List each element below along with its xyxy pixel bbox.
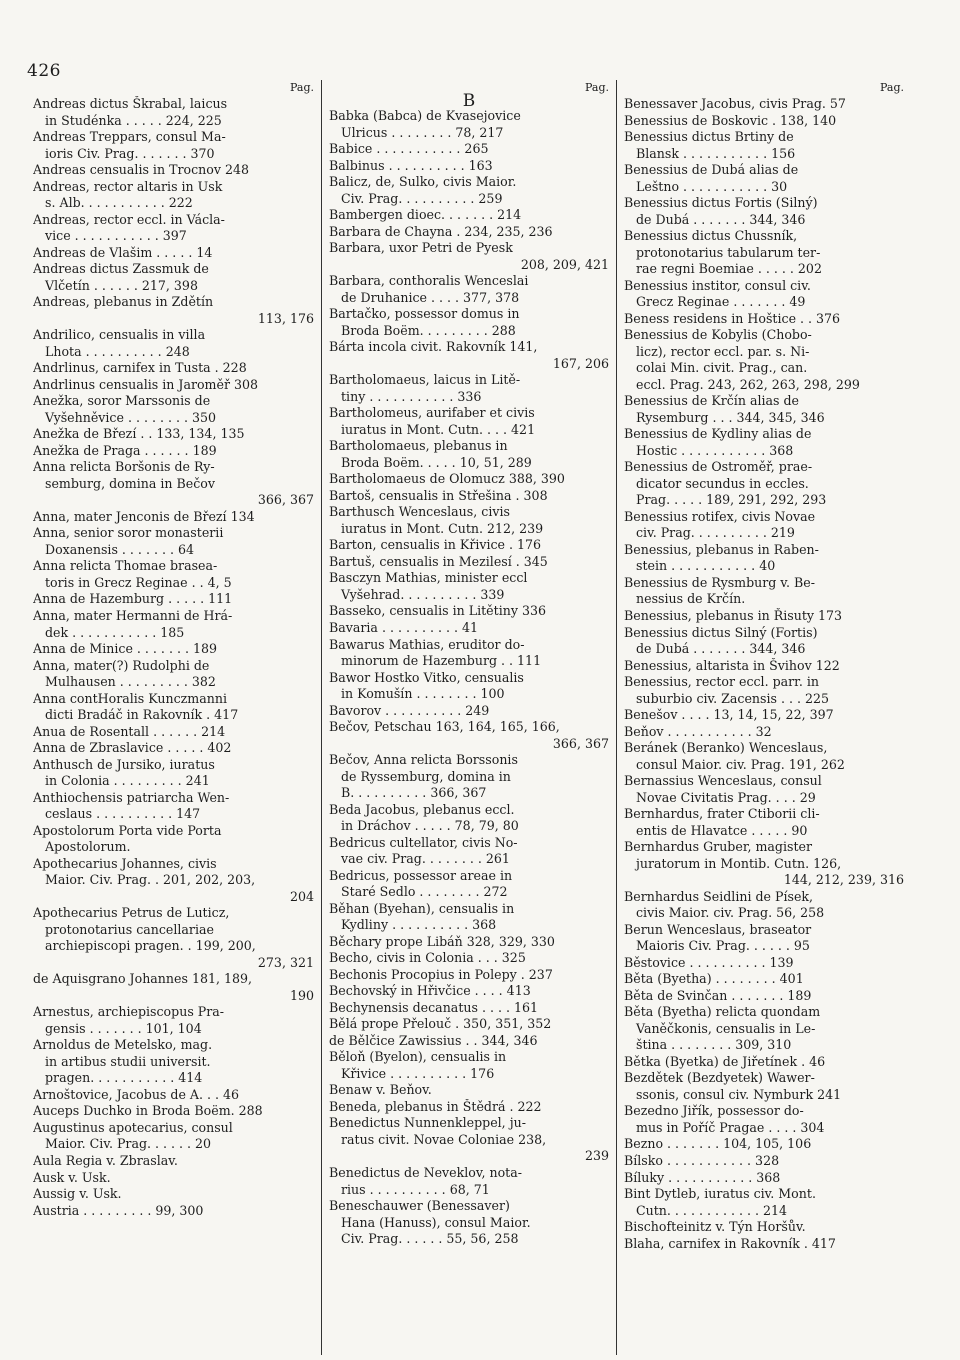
index-entry-line: Bíluky . . . . . . . . . . . 368 <box>624 1169 781 1185</box>
index-entry-line: Berun Wenceslaus, braseator <box>624 921 812 937</box>
index-entry-line: tiny . . . . . . . . . . . 336 <box>341 388 482 404</box>
index-entry-line: de Ryssemburg, domina in <box>341 768 511 784</box>
index-entry-line: Apothecarius Petrus de Luticz, <box>33 905 230 921</box>
index-entry-line: 239 <box>584 1148 609 1164</box>
index-entry-line: Bawarus Mathias, eruditor do- <box>329 636 525 652</box>
index-entry-line: suburbio civ. Zacensis . . . 225 <box>636 690 830 706</box>
index-entry-line: 273, 321 <box>257 954 314 970</box>
index-entry-line: Benessius, altarista in Švihov 122 <box>624 657 840 673</box>
index-entry-line: Bernhardus, frater Ctiborii cli- <box>624 806 820 822</box>
index-entry-line: B. . . . . . . . . . 366, 367 <box>341 785 487 801</box>
index-entry-line: Rysemburg . . . 344, 345, 346 <box>636 409 825 425</box>
index-entry-line: iuratus in Mont. Cutn. . . . 421 <box>341 421 536 437</box>
index-entry-line: Blaha, carnifex in Rakovník . 417 <box>624 1235 836 1251</box>
index-entry-line: Beda Jacobus, plebanus eccl. <box>329 801 515 817</box>
index-entry-line: 366, 367 <box>257 492 314 508</box>
index-entry-line: Bawor Hostko Vitko, censualis <box>329 669 524 685</box>
index-entry-line: archiepiscopi pragen. . 199, 200, <box>45 938 256 954</box>
index-entry-line: Bernhardus Gruber, magister <box>624 839 813 855</box>
index-entry-line: Benedictus Nunnenkleppel, ju- <box>329 1115 526 1131</box>
index-entry-line: Bárta incola civit. Rakovník 141, <box>329 339 538 355</box>
index-entry-line: Anna relicta Boršonis de Ry- <box>33 459 215 475</box>
index-entry-line: Arnoštovice, Jacobus de A. . . 46 <box>33 1086 240 1102</box>
index-entry-line: vae civ. Prag. . . . . . . . 261 <box>341 851 510 867</box>
index-entry-line: Maior. Civ. Prag. . . . . . 20 <box>45 1136 212 1152</box>
index-entry-line: Aula Regia v. Zbraslav. <box>33 1153 178 1168</box>
index-entry-line: Benedictus de Neveklov, nota- <box>329 1165 522 1180</box>
index-entry-line: Benessius de Rysmburg v. Be- <box>624 574 815 590</box>
index-entry-line: Arnestus, archiepiscopus Pra- <box>33 1004 225 1020</box>
index-entry-line: Auceps Duchko in Broda Boëm. 288 <box>33 1103 263 1119</box>
index-entry-line: Broda Boëm. . . . . . . . . 288 <box>341 322 516 338</box>
index-entry-line: toris in Grecz Reginae . . 4, 5 <box>45 574 232 590</box>
index-entry-line: Bedricus cultellator, civis No- <box>329 834 518 850</box>
index-entry-line: in Studénka . . . . . 224, 225 <box>45 112 222 128</box>
index-entry-line: entis de Hlavatce . . . . . 90 <box>636 822 808 838</box>
index-entry-line: in Colonia . . . . . . . . . 241 <box>45 773 210 789</box>
index-entry-line: Anua de Rosentall . . . . . . 214 <box>33 723 226 739</box>
index-entry-line: vice . . . . . . . . . . . 397 <box>45 228 187 244</box>
index-entry-line: Maioris Civ. Prag. . . . . . 95 <box>636 938 810 954</box>
index-entry-line: 204 <box>289 888 314 904</box>
index-entry-line: Leštno . . . . . . . . . . . 30 <box>636 178 788 194</box>
index-entry-line: Beránek (Beranko) Wenceslaus, <box>624 740 828 756</box>
index-entry-line: Benessius de Krčín alias de <box>624 393 799 409</box>
index-entry-line: Andrlinus, carnifex in Tusta . 228 <box>33 360 247 376</box>
index-entry-line: Benessius institor, consul civ. <box>624 277 811 293</box>
index-entry-line: Benessius rotifex, civis Novae <box>624 508 816 524</box>
index-entry-line: Anna relicta Thomae brasea- <box>33 558 218 574</box>
index-entry-line: Basseko, censualis in Litětiny 336 <box>329 603 546 619</box>
index-entry-line: Hostic . . . . . . . . . . . 368 <box>636 442 794 458</box>
index-entry-line: Bílsko . . . . . . . . . . . 328 <box>624 1153 780 1168</box>
index-entry-line: Doxanensis . . . . . . . 64 <box>45 541 194 557</box>
index-entry-line: ssonis, consul civ. Nymburk 241 <box>636 1086 842 1102</box>
index-entry-line: dicti Bradáč in Rakovník . 417 <box>45 707 239 723</box>
index-entry-line: in artibus studii universit. <box>45 1053 211 1069</box>
index-entry-line: de Dubá . . . . . . . 344, 346 <box>636 211 806 227</box>
index-entry-line: iuratus in Mont. Cutn. 212, 239 <box>341 520 544 536</box>
pag-header: Pag. <box>879 81 904 94</box>
index-entry-line: Andreas dictus Zassmuk de <box>33 261 209 277</box>
index-entry-line: Benešov . . . . 13, 14, 15, 22, 397 <box>624 707 834 723</box>
index-entry-line: 113, 176 <box>257 310 314 326</box>
index-entry-line: rae regni Boemiae . . . . . 202 <box>636 261 822 277</box>
index-entry-line: Běta (Byetha) . . . . . . . . 401 <box>624 971 804 987</box>
index-entry-line: Grecz Reginae . . . . . . . 49 <box>636 294 806 310</box>
index-entry-line: Vyšehněvice . . . . . . . . 350 <box>45 409 217 425</box>
index-entry-line: gensis . . . . . . . 101, 104 <box>45 1020 202 1036</box>
index-entry-line: 144, 212, 239, 316 <box>783 872 904 888</box>
index-entry-line: colai Min. civit. Prag., can. <box>636 360 808 376</box>
index-entry-line: in Dráchov . . . . . 78, 79, 80 <box>341 818 519 834</box>
index-entry-line: Mulhausen . . . . . . . . . 382 <box>45 674 216 690</box>
index-entry-line: Benessaver Jacobus, civis Prag. 57 <box>624 96 846 111</box>
index-entry-line: Bětka (Byetka) de Jiřetínek . 46 <box>624 1053 826 1069</box>
index-entry-line: Anthiochensis patriarcha Wen- <box>33 789 230 805</box>
index-entry-line: Maior. Civ. Prag. . 201, 202, 203, <box>45 872 256 888</box>
index-entry-line: de Druhanice . . . . 377, 378 <box>341 289 520 305</box>
index-entry-line: Bartholomaeus de Olomucz 388, 390 <box>329 471 565 487</box>
index-entry-line: mus in Poříč Pragae . . . . 304 <box>636 1119 825 1135</box>
index-entry-line: Bartholomaeus, plebanus in <box>329 438 508 454</box>
pag-header: Pag. <box>289 81 314 94</box>
index-entry-line: Benaw v. Beňov. <box>329 1082 432 1098</box>
index-entry-line: Arnoldus de Metelsko, mag. <box>33 1037 213 1053</box>
index-entry-line: Aussig v. Usk. <box>33 1186 122 1202</box>
index-entry-line: de Dubá . . . . . . . 344, 346 <box>636 641 806 657</box>
index-entry-line: Vaněčkonis, censualis in Le- <box>636 1020 816 1036</box>
index-entry-line: Barbara, uxor Petri de Pyesk <box>329 240 513 256</box>
index-entry-line: Vlčetín . . . . . . 217, 398 <box>45 277 198 293</box>
index-entry-line: Bavaria . . . . . . . . . . 41 <box>329 619 479 635</box>
index-entry-line: Staré Sedlo . . . . . . . . 272 <box>341 884 508 900</box>
index-entry-line: de Aquisgrano Johannes 181, 189, <box>33 971 253 987</box>
index-entry-line: Bechovský in Hřivčice . . . . 413 <box>329 983 531 999</box>
index-entry-line: rius . . . . . . . . . . 68, 71 <box>341 1181 490 1197</box>
index-entry-line: Bezno . . . . . . . 104, 105, 106 <box>624 1136 812 1152</box>
index-entry-line: 208, 209, 421 <box>520 256 609 272</box>
index-entry-line: Babice . . . . . . . . . . . 265 <box>329 141 489 157</box>
index-entry-line: Cutn. . . . . . . . . . . . 214 <box>636 1202 788 1218</box>
index-entry-line: Anna, mater Hermanni de Hrá- <box>33 607 233 623</box>
section-letter: B <box>462 91 476 111</box>
index-entry-line: consul Maior. civ. Prag. 191, 262 <box>636 756 845 772</box>
index-entry-line: Bezedno Jiřík, possessor do- <box>624 1103 804 1119</box>
index-entry-line: Apothecarius Johannes, civis <box>33 855 217 871</box>
index-entry-line: Benessius de Kobylis (Chobo- <box>624 327 812 343</box>
index-entry-line: Apostolorum. <box>45 839 131 855</box>
index-entry-line: Balbinus . . . . . . . . . . 163 <box>329 157 493 173</box>
index-entry-line: Benessius dictus Silný (Fortis) <box>624 624 818 640</box>
index-entry-line: Andreas Treppars, consul Ma- <box>33 129 226 145</box>
index-entry-line: Barthusch Wenceslaus, civis <box>329 504 510 520</box>
index-entry-line: nessius de Krčín. <box>636 591 746 607</box>
index-entry-line: Bavorov . . . . . . . . . . 249 <box>329 702 490 718</box>
index-entry-line: Bechonis Procopius in Polepy . 237 <box>329 966 553 982</box>
index-entry-line: Barbara, conthoralis Wenceslai <box>329 273 529 289</box>
index-entry-line: Beneda, plebanus in Štědrá . 222 <box>329 1098 542 1114</box>
index-entry-line: Andreas censualis in Trocnov 248 <box>33 162 249 178</box>
index-entry-line: Blansk . . . . . . . . . . . 156 <box>636 145 796 161</box>
index-entry-line: dek . . . . . . . . . . . 185 <box>45 624 185 640</box>
index-entry-line: Benessius dictus Fortis (Silný) <box>624 195 818 211</box>
index-entry-line: minorum de Hazemburg . . 111 <box>341 653 542 669</box>
index-entry-line: Anna contHoralis Kunczmanni <box>33 690 227 706</box>
index-entry-line: Beness residens in Hoštice . . 376 <box>624 310 841 326</box>
index-entry-line: Andrilico, censualis in villa <box>33 327 206 343</box>
index-entry-line: Bartoš, censualis in Střešina . 308 <box>329 487 548 503</box>
index-column-3 <box>616 80 911 1355</box>
index-entry-line: Bechynensis decanatus . . . . 161 <box>329 999 539 1015</box>
index-entry-line: Anna de Hazemburg . . . . . 111 <box>33 591 233 607</box>
index-entry-line: Anna de Zbraslavice . . . . . 402 <box>33 740 232 756</box>
index-entry-line: Beneschauwer (Benessaver) <box>329 1198 510 1214</box>
index-entry-line: Augustinus apotecarius, consul <box>33 1119 233 1135</box>
index-entry-line: Civ. Prag. . . . . . 55, 56, 258 <box>341 1231 519 1247</box>
index-entry-line: Anna, senior soror monasterii <box>33 525 224 541</box>
index-entry-line: Andreas, rector altaris in Usk <box>33 178 223 194</box>
index-entry-line: Běstovice . . . . . . . . . . 139 <box>624 954 794 970</box>
index-entry-line: Běta (Byetha) relicta quondam <box>624 1004 821 1020</box>
index-entry-line: Civ. Prag. . . . . . . . . . 259 <box>341 190 503 206</box>
index-entry-line: Prag. . . . . 189, 291, 292, 293 <box>636 492 827 508</box>
index-entry-line: Lhota . . . . . . . . . . 248 <box>45 343 190 359</box>
index-entry-line: ceslaus . . . . . . . . . . 147 <box>45 806 201 822</box>
index-entry-line: de Bělčice Zawissius . . 344, 346 <box>329 1032 538 1048</box>
index-entry-line: Ulricus . . . . . . . . 78, 217 <box>341 124 504 140</box>
index-entry-line: pragen. . . . . . . . . . . 414 <box>45 1070 203 1086</box>
index-entry-line: Křivice . . . . . . . . . . 176 <box>341 1065 495 1081</box>
index-entry-line: Anežka de Praga . . . . . . 189 <box>33 442 217 458</box>
index-entry-line: Babka (Babca) de Kvasejovice <box>329 108 521 123</box>
index-entry-line: Novae Civitatis Prag. . . . 29 <box>636 789 816 805</box>
index-entry-line: Benessius de Kydliny alias de <box>624 426 812 442</box>
index-entry-line: Bartuš, censualis in Mezilesí . 345 <box>329 553 548 569</box>
page-number: 426 <box>27 61 61 81</box>
index-entry-line: Barton, censualis in Křivice . 176 <box>329 537 542 553</box>
index-entry-line: Běchary prope Libáň 328, 329, 330 <box>329 933 555 949</box>
index-entry-line: Anna de Minice . . . . . . . 189 <box>33 641 217 657</box>
index-entry-line: Anna, mater Jenconis de Březí 134 <box>33 508 255 524</box>
index-entry-line: Benessius, plebanus in Raben- <box>624 541 819 557</box>
index-entry-line: Bernhardus Seidlini de Písek, <box>624 888 814 904</box>
index-entry-line: in Komušín . . . . . . . . 100 <box>341 686 505 702</box>
index-entry-line: Becho, civis in Colonia . . . 325 <box>329 950 526 966</box>
index-entry-line: Andreas, plebanus in Zdětín <box>33 294 214 310</box>
index-entry-line: Barbara de Chayna . 234, 235, 236 <box>329 223 553 239</box>
index-entry-line: Bernassius Wenceslaus, consul <box>624 773 822 789</box>
index-entry-line: protonotarius cancellariae <box>45 921 214 937</box>
index-entry-line: Kydliny . . . . . . . . . . 368 <box>341 917 497 933</box>
index-entry-line: Bartholomeus, aurifaber et civis <box>329 405 535 421</box>
index-entry-line: Bělá prope Přelouč . 350, 351, 352 <box>329 1016 552 1032</box>
index-entry-line: Bedricus, possessor areae in <box>329 867 513 883</box>
index-columns <box>26 80 936 1355</box>
index-entry-line: Bečov, Petschau 163, 164, 165, 166, <box>329 719 560 735</box>
index-entry-line: Benessius de Dubá alias de <box>624 162 799 178</box>
index-entry-line: Bečov, Anna relicta Borssonis <box>329 752 518 768</box>
index-entry-line: stein . . . . . . . . . . . 40 <box>636 558 776 574</box>
index-entry-line: Anthusch de Jursiko, iuratus <box>33 756 215 772</box>
index-entry-line: semburg, domina in Bečov <box>45 475 215 491</box>
index-entry-line: Vyšehrad. . . . . . . . . . 339 <box>341 586 505 602</box>
index-entry-line: eccl. Prag. 243, 262, 263, 298, 299 <box>636 376 860 392</box>
index-entry-line: Basczyn Mathias, minister eccl <box>329 570 528 586</box>
index-entry-line: 190 <box>289 987 314 1003</box>
index-entry-line: Ausk v. Usk. <box>33 1169 111 1185</box>
index-entry-line: Anežka de Březí . . 133, 134, 135 <box>33 426 245 442</box>
index-entry-line: Hana (Hanuss), consul Maior. <box>341 1214 531 1230</box>
index-entry-line: ioris Civ. Prag. . . . . . . 370 <box>45 145 215 161</box>
pag-header: Pag. <box>584 81 609 94</box>
index-entry-line: Apostolorum Porta vide Porta <box>33 822 222 838</box>
index-entry-line: licz), rector eccl. par. s. Ni- <box>636 343 810 359</box>
index-entry-line: Balicz, de, Sulko, civis Maior. <box>329 174 517 190</box>
index-entry-line: 167, 206 <box>552 355 609 371</box>
index-entry-line: ratus civit. Novae Coloniae 238, <box>341 1131 547 1147</box>
index-entry-line: Bezdětek (Bezdyetek) Wawer- <box>624 1070 815 1086</box>
index-entry-line: 366, 367 <box>552 735 609 751</box>
index-column-2 <box>321 80 616 1355</box>
index-entry-line: Běta de Svinčan . . . . . . . 189 <box>624 987 812 1003</box>
index-entry-line: Anežka, soror Marssonis de <box>33 393 211 409</box>
index-entry-line: Broda Boëm. . . . . 10, 51, 289 <box>341 454 532 470</box>
index-entry-line: Běloň (Byelon), censualis in <box>329 1049 507 1065</box>
index-entry-line: Austria . . . . . . . . . 99, 300 <box>33 1202 204 1218</box>
index-entry-line: s. Alb. . . . . . . . . . . 222 <box>45 195 193 211</box>
index-entry-line: civ. Prag. . . . . . . . . . 219 <box>636 525 795 541</box>
index-entry-line: Andreas dictus Škrabal, laicus <box>33 96 228 111</box>
index-entry-line: Benessius dictus Chussník, <box>624 228 798 244</box>
index-entry-line: Bambergen dioec. . . . . . . 214 <box>329 207 522 223</box>
index-entry-line: dicator secundus in eccles. <box>636 475 809 491</box>
index-entry-line: Benessius de Ostroměř, prae- <box>624 459 813 475</box>
index-entry-line: protonotarius tabularum ter- <box>636 244 821 260</box>
index-entry-line: Andreas, rector eccl. in Václa- <box>33 211 225 227</box>
index-entry-line: juratorum in Montib. Cutn. 126, <box>636 855 842 871</box>
index-entry-line: Benessius dictus Brtiny de <box>624 129 794 145</box>
index-entry-line: civis Maior. civ. Prag. 56, 258 <box>636 905 825 921</box>
index-entry-line: Bartholomaeus, laicus in Litě- <box>329 372 521 388</box>
index-entry-line: ština . . . . . . . . 309, 310 <box>636 1037 792 1053</box>
index-entry-line: Benessius, plebanus in Řisuty 173 <box>624 607 843 623</box>
index-entry-line: Bartačko, possessor domus in <box>329 306 520 322</box>
index-column-1 <box>26 80 321 1355</box>
index-entry-line: Benessius, rector eccl. parr. in <box>624 674 819 690</box>
index-entry-line: Beňov . . . . . . . . . . . 32 <box>624 723 772 739</box>
index-entry-line: Andreas de Vlašim . . . . . 14 <box>33 244 213 260</box>
index-entry-line: Andrlinus censualis in Jaroměř 308 <box>33 376 259 392</box>
index-entry-line: Běhan (Byehan), censualis in <box>329 900 515 916</box>
index-entry-line: Anna, mater(?) Rudolphi de <box>33 657 210 673</box>
index-entry-line: Bischofteinitz v. Týn Horšův. <box>624 1219 806 1235</box>
index-entry-line: Bint Dytleb, iuratus civ. Mont. <box>624 1186 816 1202</box>
index-entry-line: Benessius de Boskovic . 138, 140 <box>624 112 837 128</box>
